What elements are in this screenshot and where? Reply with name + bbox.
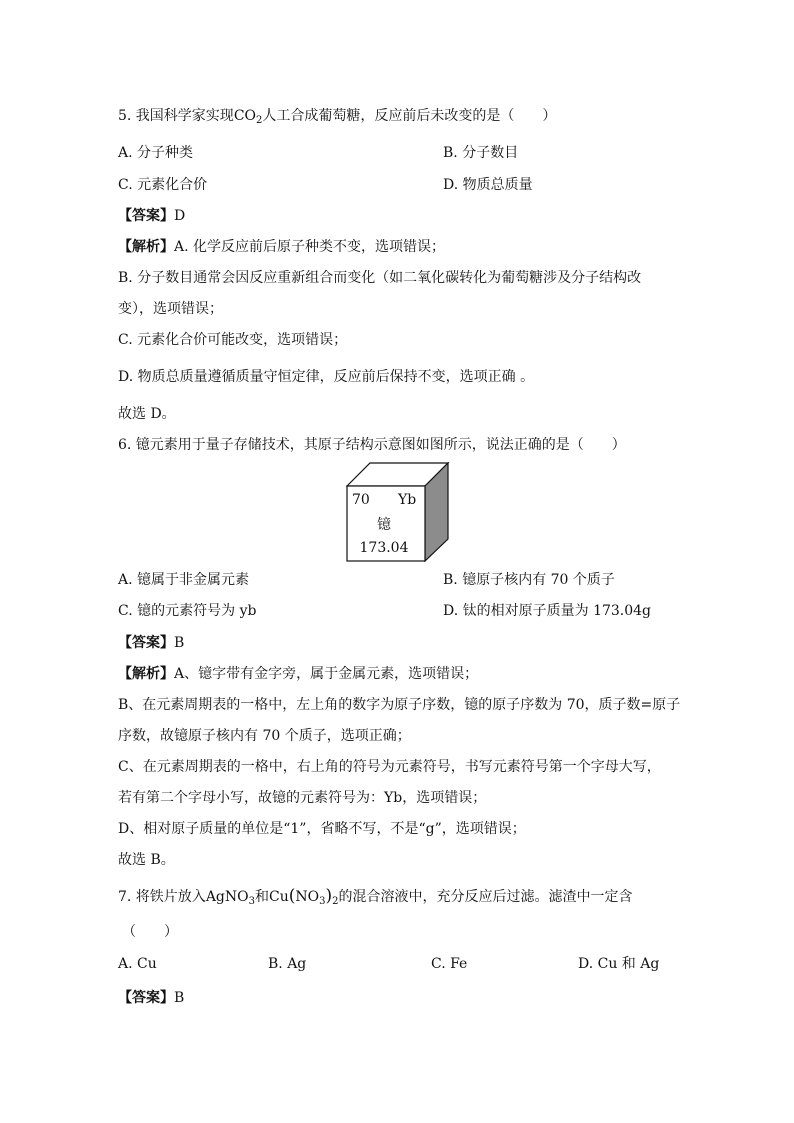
q5-analysis-line-4: C. 元素化合价可能改变，选项错误； (118, 332, 348, 348)
q7-option-b: B. Ag (268, 956, 307, 972)
q6-analysis-line-5: 若有第二个字母小写，故镱的元素符号为：Yb，选项错误； (118, 790, 487, 806)
element-cell-figure (346, 462, 450, 562)
agno3-formula: AgNO$_3$ (205, 889, 255, 907)
q7-option-d: D. Cu 和 Ag (578, 956, 660, 972)
q5-analysis-line-5: D. 物质总质量遵循质量守恒定律，反应前后保持不变，选项正确 。 (118, 369, 535, 385)
q7-stem: 7. 将铁片放入AgNO$_3$和$Cu(NO_3)_2$的混合溶液中，充分反应后过滤。滤渣中一定含 (118, 886, 633, 907)
q5-conclusion: 故选 D。 (118, 406, 176, 422)
q5-analysis-line-3: 变），选项错误； (118, 301, 223, 317)
element-symbol: Yb (398, 492, 417, 508)
atomic-mass: 173.04 (359, 540, 409, 556)
q6-answer: 【答案】B (118, 635, 185, 651)
q5-analysis-line-1: 【解析】A. 化学反应前后原子种类不变，选项错误； (118, 239, 446, 255)
q6-analysis-line-2: B、在元素周期表的一格中，左上角的数字为原子序数，镱的原子序数为 70，质子数=原子 (118, 697, 681, 713)
q6-conclusion: 故选 B。 (118, 852, 175, 868)
q5-option-c: C. 元素化合价 (118, 177, 208, 193)
q6-stem: 6. 镱元素用于量子存储技术，其原子结构示意图如图所示，说法正确的是（ ） (118, 437, 626, 453)
cuno32-formula: $Cu(NO_3)_2$ (269, 886, 339, 907)
q5-option-b: B. 分子数目 (443, 145, 519, 161)
q7-option-a: A. Cu (118, 956, 157, 972)
q5-answer: 【答案】D (118, 208, 186, 224)
q7-answer: 【答案】B (118, 990, 185, 1006)
atomic-number: 70 (352, 492, 370, 508)
q6-analysis-line-4: C、在元素周期表的一格中，右上角的符号为元素符号，书写元素符号第一个字母大写， (118, 759, 661, 775)
q6-option-b: B. 镱原子核内有 70 个质子 (443, 572, 615, 588)
q6-analysis-line-1: 【解析】A、镱字带有金字旁，属于金属元素，选项错误； (118, 666, 479, 682)
element-name: 镱 (377, 517, 391, 533)
q6-option-a: A. 镱属于非金属元素 (118, 572, 250, 588)
q6-analysis-line-6: D、相对原子质量的单位是“1”，省略不写，不是“g”，选项错误； (118, 821, 526, 837)
q6-option-d: D. 钛的相对原子质量为 173.04g (443, 603, 652, 619)
q5-analysis-line-2: B. 分子数目通常会因反应重新组合而变化（如二氧化碳转化为葡萄糖涉及分子结构改 (118, 270, 642, 286)
q5-option-a: A. 分子种类 (118, 145, 194, 161)
q5-option-d: D. 物质总质量 (443, 177, 533, 193)
q7-stem-paren: （ ） (122, 924, 178, 940)
q6-analysis-line-3: 序数，故镱原子核内有 70 个质子，选项正确； (118, 728, 411, 744)
q5-stem: 5. 我国科学家实现$CO_2$人工合成葡萄糖，反应前后未改变的是（ ） (118, 108, 557, 126)
q6-option-c: C. 镱的元素符号为 yb (118, 603, 257, 619)
q7-option-c: C. Fe (431, 956, 468, 972)
co2-formula: $CO_2$ (233, 108, 263, 126)
